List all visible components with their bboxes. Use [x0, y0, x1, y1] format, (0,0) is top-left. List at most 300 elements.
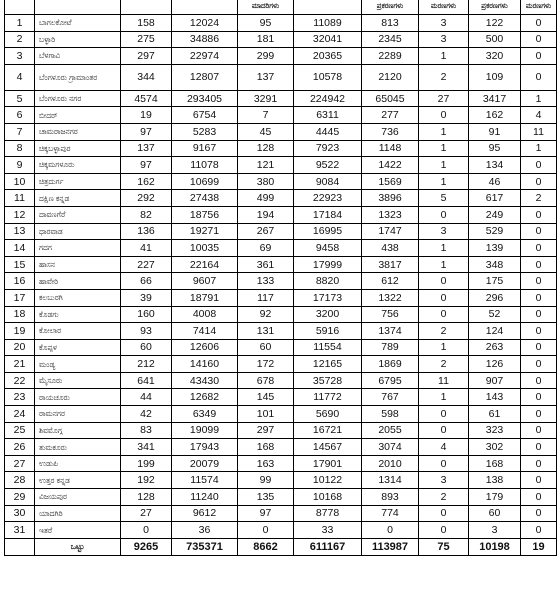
data-cell: 1322: [362, 289, 419, 306]
data-cell: 20079: [172, 455, 238, 472]
data-cell: 10168: [294, 489, 362, 506]
data-cell: 735371: [172, 538, 238, 555]
district-table-container: [4, 0, 556, 600]
data-cell: 12: [5, 206, 35, 223]
data-cell: 14567: [294, 439, 362, 456]
data-cell: 3: [419, 223, 469, 240]
data-cell: 192: [121, 472, 172, 489]
data-cell: 1: [419, 157, 469, 174]
data-cell: 134: [469, 157, 521, 174]
data-cell: 95: [469, 140, 521, 157]
district-name-cell: ಬೆಂಗಳೂರು ಗ್ರಾಮಾಂತರ: [35, 64, 121, 90]
district-name-cell: ತುಮಕೂರು: [35, 439, 121, 456]
district-name-cell: ಧಾರವಾಡ: [35, 223, 121, 240]
data-cell: 813: [362, 15, 419, 32]
data-cell: 10122: [294, 472, 362, 489]
data-cell: 16721: [294, 422, 362, 439]
data-cell: 15: [5, 256, 35, 273]
data-cell: 617: [469, 190, 521, 207]
data-cell: 199: [121, 455, 172, 472]
data-cell: 8: [5, 140, 35, 157]
data-cell: 36: [172, 522, 238, 539]
header-cell: ಪ್ರಕರಣಗಳು: [469, 0, 521, 15]
data-cell: 12682: [172, 389, 238, 406]
data-cell: 168: [238, 439, 294, 456]
data-cell: 12024: [172, 15, 238, 32]
table-row: [5, 31, 557, 48]
data-cell: 17184: [294, 206, 362, 223]
table-row: [5, 489, 557, 506]
header-cell: ಮರಣಗಳು: [521, 0, 557, 15]
data-cell: 893: [362, 489, 419, 506]
data-cell: 0: [362, 522, 419, 539]
data-cell: 97: [238, 505, 294, 522]
data-cell: 2: [5, 31, 35, 48]
header-cell: [35, 0, 121, 15]
data-cell: 60: [238, 339, 294, 356]
data-cell: 19271: [172, 223, 238, 240]
table-row: [5, 15, 557, 32]
district-name-cell: ಹಾವೇರಿ: [35, 273, 121, 290]
table-row: [5, 157, 557, 174]
data-cell: 28: [5, 472, 35, 489]
data-cell: 5: [5, 90, 35, 107]
data-cell: 113987: [362, 538, 419, 555]
data-cell: 0: [521, 455, 557, 472]
district-name-cell: ಹಾಸನ: [35, 256, 121, 273]
data-cell: 0: [521, 389, 557, 406]
district-name-cell: ಶಿವಮೊಗ್ಗ: [35, 422, 121, 439]
data-cell: 65045: [362, 90, 419, 107]
data-cell: 17943: [172, 439, 238, 456]
data-cell: 2: [419, 356, 469, 373]
data-cell: 4: [419, 439, 469, 456]
table-row: [5, 223, 557, 240]
data-cell: 5690: [294, 406, 362, 423]
data-cell: 4: [521, 107, 557, 124]
data-cell: 11772: [294, 389, 362, 406]
data-cell: 19: [521, 538, 557, 555]
data-cell: 0: [521, 173, 557, 190]
data-cell: 22923: [294, 190, 362, 207]
data-cell: 3896: [362, 190, 419, 207]
table-row: [5, 422, 557, 439]
district-covid-table: [4, 0, 557, 556]
data-cell: 179: [469, 489, 521, 506]
data-cell: 135: [238, 489, 294, 506]
district-name-cell: ಬಾಗಲಕೋಟೆ: [35, 15, 121, 32]
district-name-cell: ಉಡುಪಿ: [35, 455, 121, 472]
data-cell: 61: [469, 406, 521, 423]
data-cell: 598: [362, 406, 419, 423]
data-cell: 16: [5, 273, 35, 290]
data-cell: 17173: [294, 289, 362, 306]
table-row: [5, 190, 557, 207]
table-row: [5, 356, 557, 373]
table-row: [5, 64, 557, 90]
data-cell: 1422: [362, 157, 419, 174]
header-cell: [5, 0, 35, 15]
district-name-cell: ಗದಗ: [35, 240, 121, 257]
data-cell: 0: [521, 15, 557, 32]
data-cell: 1569: [362, 173, 419, 190]
data-cell: 5283: [172, 123, 238, 140]
data-cell: 5916: [294, 323, 362, 340]
district-name-cell: ಉತ್ತರ ಕನ್ನಡ: [35, 472, 121, 489]
district-name-cell: ಚಿಕ್ಕಬಳ್ಳಾಪುರ: [35, 140, 121, 157]
header-cell: ಮಾದರಿಗಳು: [238, 0, 294, 15]
data-cell: 23: [5, 389, 35, 406]
data-cell: 0: [419, 273, 469, 290]
data-cell: 277: [362, 107, 419, 124]
data-cell: 17901: [294, 455, 362, 472]
data-cell: 2345: [362, 31, 419, 48]
data-cell: 0: [521, 240, 557, 257]
data-cell: 380: [238, 173, 294, 190]
district-name-cell: ಕಲಬುರಗಿ: [35, 289, 121, 306]
header-cell: [121, 0, 172, 15]
data-cell: 0: [521, 439, 557, 456]
data-cell: [5, 538, 35, 555]
data-cell: 133: [238, 273, 294, 290]
data-cell: 0: [419, 406, 469, 423]
data-cell: 0: [521, 522, 557, 539]
data-cell: 6795: [362, 372, 419, 389]
district-name-cell: ಬೆಂಗಳೂರು ನಗರ: [35, 90, 121, 107]
data-cell: 0: [521, 64, 557, 90]
data-cell: 163: [238, 455, 294, 472]
district-name-cell: ಮಂಡ್ಯ: [35, 356, 121, 373]
district-name-cell: ಬೀದರ್: [35, 107, 121, 124]
data-cell: 292: [121, 190, 172, 207]
data-cell: 0: [419, 422, 469, 439]
data-cell: 93: [121, 323, 172, 340]
data-cell: 1: [419, 256, 469, 273]
data-cell: 1: [419, 173, 469, 190]
data-cell: 139: [469, 240, 521, 257]
header-cell: ಪ್ರಕರಣಗಳು: [362, 0, 419, 15]
data-cell: 348: [469, 256, 521, 273]
data-cell: 22164: [172, 256, 238, 273]
data-cell: 320: [469, 48, 521, 65]
data-cell: 263: [469, 339, 521, 356]
header-cell: [294, 0, 362, 15]
data-cell: 11240: [172, 489, 238, 506]
data-cell: 4: [5, 64, 35, 90]
district-name-cell: ಯಾದಗಿರಿ: [35, 505, 121, 522]
data-cell: 0: [419, 505, 469, 522]
data-cell: 10699: [172, 173, 238, 190]
data-cell: 0: [419, 455, 469, 472]
data-cell: 227: [121, 256, 172, 273]
data-cell: 160: [121, 306, 172, 323]
table-row: [5, 173, 557, 190]
data-cell: 0: [521, 206, 557, 223]
header-cell: ಮರಣಗಳು: [419, 0, 469, 15]
data-cell: 0: [419, 289, 469, 306]
data-cell: 7923: [294, 140, 362, 157]
district-name-cell: ರಾಮನಗರ: [35, 406, 121, 423]
data-cell: 4574: [121, 90, 172, 107]
data-cell: 9458: [294, 240, 362, 257]
data-cell: 27: [5, 455, 35, 472]
data-cell: 4008: [172, 306, 238, 323]
header-row: [5, 0, 557, 15]
table-row: [5, 107, 557, 124]
data-cell: 19: [5, 323, 35, 340]
data-cell: 10578: [294, 64, 362, 90]
data-cell: 92: [238, 306, 294, 323]
data-cell: 30: [5, 505, 35, 522]
data-cell: 137: [121, 140, 172, 157]
data-cell: 11554: [294, 339, 362, 356]
data-cell: 774: [362, 505, 419, 522]
data-cell: 24: [5, 406, 35, 423]
data-cell: 275: [121, 31, 172, 48]
data-cell: 136: [121, 223, 172, 240]
data-cell: 1323: [362, 206, 419, 223]
district-name-cell: ಕೊಡಗು: [35, 306, 121, 323]
data-cell: 26: [5, 439, 35, 456]
data-cell: 34886: [172, 31, 238, 48]
data-cell: 0: [521, 31, 557, 48]
data-cell: 18: [5, 306, 35, 323]
table-row: [5, 90, 557, 107]
data-cell: 17999: [294, 256, 362, 273]
data-cell: 0: [419, 306, 469, 323]
table-row: [5, 323, 557, 340]
table-row: [5, 339, 557, 356]
data-cell: 124: [469, 323, 521, 340]
data-cell: 44: [121, 389, 172, 406]
data-cell: 1: [419, 240, 469, 257]
data-cell: 175: [469, 273, 521, 290]
data-cell: 361: [238, 256, 294, 273]
data-cell: 500: [469, 31, 521, 48]
data-cell: 13: [5, 223, 35, 240]
data-cell: 1374: [362, 323, 419, 340]
data-cell: 27438: [172, 190, 238, 207]
data-cell: 12606: [172, 339, 238, 356]
data-cell: 3: [419, 472, 469, 489]
data-cell: 1314: [362, 472, 419, 489]
table-row: [5, 439, 557, 456]
data-cell: 612: [362, 273, 419, 290]
data-cell: 3: [5, 48, 35, 65]
data-cell: 2: [521, 190, 557, 207]
data-cell: 8778: [294, 505, 362, 522]
data-cell: 1: [419, 339, 469, 356]
data-cell: 60: [121, 339, 172, 356]
data-cell: 0: [419, 107, 469, 124]
data-cell: 2010: [362, 455, 419, 472]
data-cell: 0: [521, 323, 557, 340]
table-row: [5, 505, 557, 522]
data-cell: 19: [121, 107, 172, 124]
data-cell: 18756: [172, 206, 238, 223]
data-cell: 2289: [362, 48, 419, 65]
data-cell: 1: [521, 90, 557, 107]
district-name-cell: ಇತರೆ: [35, 522, 121, 539]
data-cell: 22: [5, 372, 35, 389]
data-cell: 767: [362, 389, 419, 406]
data-cell: 3817: [362, 256, 419, 273]
data-cell: 2: [419, 489, 469, 506]
data-cell: 137: [238, 64, 294, 90]
data-cell: 128: [121, 489, 172, 506]
data-cell: 117: [238, 289, 294, 306]
data-cell: 0: [521, 223, 557, 240]
data-cell: 0: [521, 472, 557, 489]
data-cell: 2055: [362, 422, 419, 439]
data-cell: 27: [121, 505, 172, 522]
table-row: [5, 306, 557, 323]
data-cell: 9084: [294, 173, 362, 190]
data-cell: 42: [121, 406, 172, 423]
data-cell: 212: [121, 356, 172, 373]
data-cell: 83: [121, 422, 172, 439]
data-cell: 789: [362, 339, 419, 356]
data-cell: 0: [521, 48, 557, 65]
data-cell: 296: [469, 289, 521, 306]
data-cell: 8820: [294, 273, 362, 290]
data-cell: 1: [5, 15, 35, 32]
district-name-cell: ದಾವಣಗೆರೆ: [35, 206, 121, 223]
data-cell: 1747: [362, 223, 419, 240]
data-cell: 12807: [172, 64, 238, 90]
data-cell: 91: [469, 123, 521, 140]
data-cell: 1: [419, 389, 469, 406]
data-cell: 10198: [469, 538, 521, 555]
data-cell: 0: [419, 206, 469, 223]
data-cell: 31: [5, 522, 35, 539]
table-row: [5, 472, 557, 489]
data-cell: 438: [362, 240, 419, 257]
data-cell: 7: [238, 107, 294, 124]
district-name-cell: ಕೊಪ್ಪಳ: [35, 339, 121, 356]
data-cell: 10: [5, 173, 35, 190]
data-cell: 41: [121, 240, 172, 257]
table-row: [5, 206, 557, 223]
data-cell: 7414: [172, 323, 238, 340]
data-cell: 0: [419, 522, 469, 539]
data-cell: 109: [469, 64, 521, 90]
data-cell: 6754: [172, 107, 238, 124]
data-cell: 0: [521, 489, 557, 506]
data-cell: 21: [5, 356, 35, 373]
data-cell: 27: [419, 90, 469, 107]
data-cell: 0: [121, 522, 172, 539]
district-name-cell: ಚಾಮರಾಜನಗರ: [35, 123, 121, 140]
data-cell: 3: [419, 31, 469, 48]
data-cell: 0: [521, 256, 557, 273]
data-cell: 2: [419, 64, 469, 90]
data-cell: 145: [238, 389, 294, 406]
data-cell: 1148: [362, 140, 419, 157]
data-cell: 8662: [238, 538, 294, 555]
data-cell: 60: [469, 505, 521, 522]
data-cell: 0: [521, 339, 557, 356]
data-cell: 162: [121, 173, 172, 190]
data-cell: 611167: [294, 538, 362, 555]
data-cell: 11078: [172, 157, 238, 174]
data-cell: 35728: [294, 372, 362, 389]
data-cell: 25: [5, 422, 35, 439]
data-cell: 293405: [172, 90, 238, 107]
table-row: [5, 140, 557, 157]
table-row: [5, 289, 557, 306]
table-row: [5, 256, 557, 273]
data-cell: 323: [469, 422, 521, 439]
data-cell: 52: [469, 306, 521, 323]
data-cell: 122: [469, 15, 521, 32]
data-cell: 33: [294, 522, 362, 539]
data-cell: 0: [521, 505, 557, 522]
data-cell: 0: [521, 406, 557, 423]
data-cell: 22974: [172, 48, 238, 65]
data-cell: 29: [5, 489, 35, 506]
data-cell: 11: [521, 123, 557, 140]
data-cell: 99: [238, 472, 294, 489]
data-cell: 2: [419, 323, 469, 340]
data-cell: 97: [121, 157, 172, 174]
data-cell: 3291: [238, 90, 294, 107]
data-cell: 297: [121, 48, 172, 65]
data-cell: 3200: [294, 306, 362, 323]
data-cell: 0: [521, 306, 557, 323]
data-cell: 5: [419, 190, 469, 207]
data-cell: 128: [238, 140, 294, 157]
data-cell: 1869: [362, 356, 419, 373]
data-cell: 181: [238, 31, 294, 48]
district-name-cell: ದಕ್ಷಿಣ ಕನ್ನಡ: [35, 190, 121, 207]
total-row: [5, 538, 557, 555]
data-cell: 6311: [294, 107, 362, 124]
district-name-cell: ರಾಯಚೂರು: [35, 389, 121, 406]
data-cell: 0: [238, 522, 294, 539]
table-row: [5, 455, 557, 472]
data-cell: 126: [469, 356, 521, 373]
table-row: [5, 522, 557, 539]
data-cell: 95: [238, 15, 294, 32]
data-cell: 224942: [294, 90, 362, 107]
data-cell: 302: [469, 439, 521, 456]
data-cell: 3417: [469, 90, 521, 107]
table-row: [5, 372, 557, 389]
data-cell: 3074: [362, 439, 419, 456]
district-name-cell: ಚಿಕ್ಕಮಗಳೂರು: [35, 157, 121, 174]
data-cell: 0: [521, 372, 557, 389]
data-cell: 641: [121, 372, 172, 389]
table-row: [5, 123, 557, 140]
data-cell: 97: [121, 123, 172, 140]
data-cell: 20365: [294, 48, 362, 65]
table-row: [5, 48, 557, 65]
data-cell: 344: [121, 64, 172, 90]
data-cell: 16995: [294, 223, 362, 240]
data-cell: 299: [238, 48, 294, 65]
data-cell: 12165: [294, 356, 362, 373]
data-cell: 4445: [294, 123, 362, 140]
data-cell: 9: [5, 157, 35, 174]
data-cell: 0: [521, 157, 557, 174]
table-row: [5, 406, 557, 423]
data-cell: 46: [469, 173, 521, 190]
data-cell: 6349: [172, 406, 238, 423]
data-cell: 9265: [121, 538, 172, 555]
data-cell: 138: [469, 472, 521, 489]
data-cell: 0: [521, 273, 557, 290]
